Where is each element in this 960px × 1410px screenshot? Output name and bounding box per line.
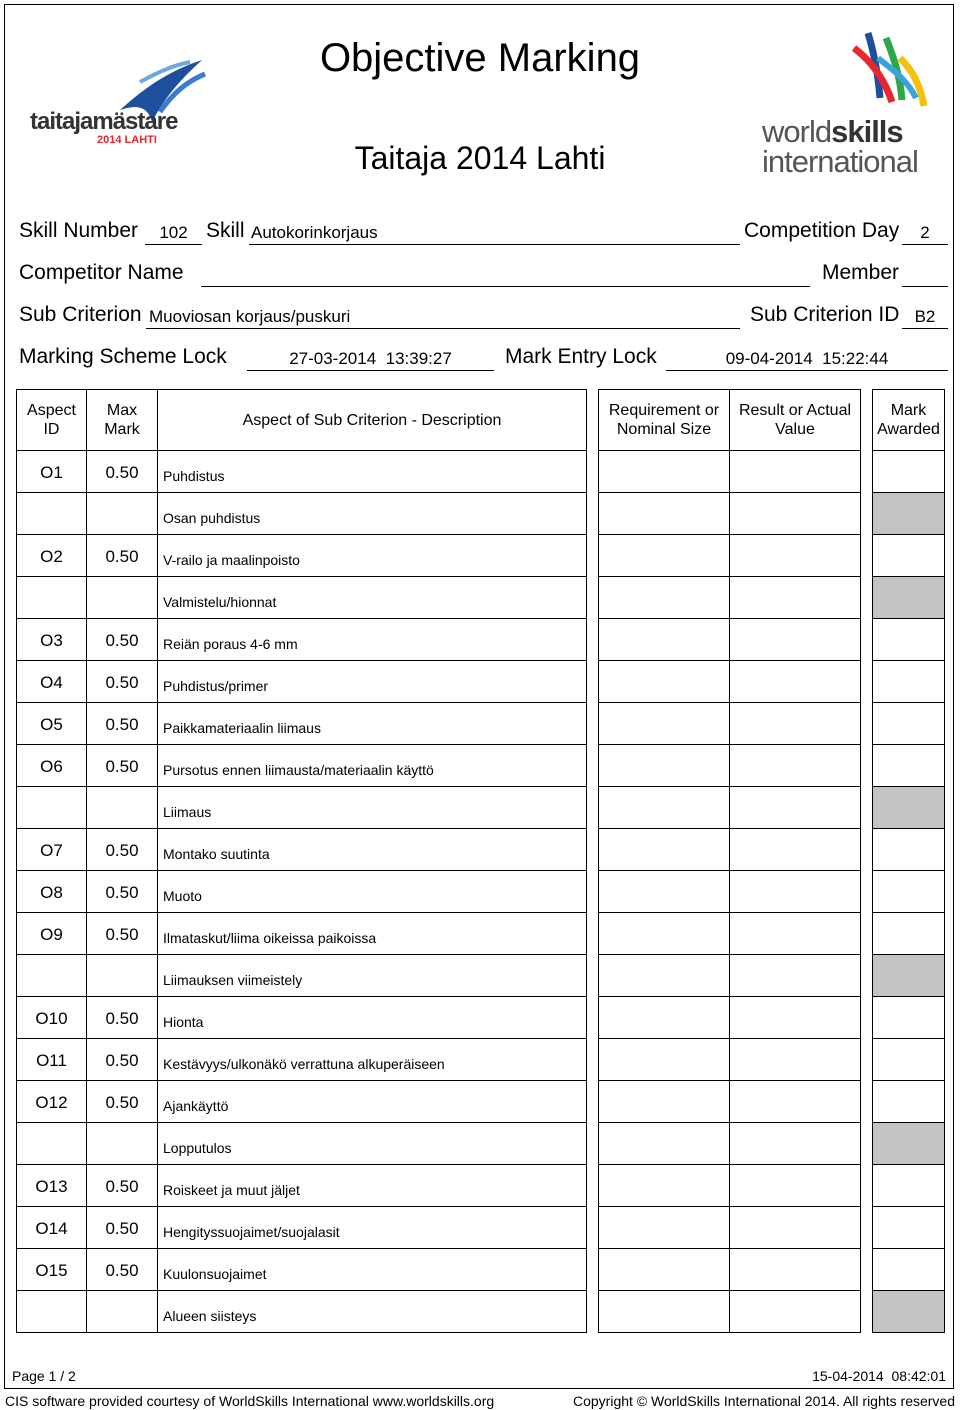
aspect-id-cell xyxy=(16,1206,87,1249)
max-mark-cell xyxy=(86,1164,158,1207)
aspect-description: Kuulonsuojaimet xyxy=(163,1266,267,1282)
description-cell xyxy=(157,450,587,493)
requirement-cell[interactable] xyxy=(598,828,730,871)
requirement-cell[interactable] xyxy=(598,954,730,997)
mark-entry-lock-label: Mark Entry Lock xyxy=(505,345,657,368)
result-cell[interactable] xyxy=(729,744,861,787)
mark-awarded-cell[interactable] xyxy=(872,660,945,703)
mark-awarded-cell-disabled xyxy=(872,492,945,535)
competition-day-label: Competition Day xyxy=(744,219,900,242)
page-title: Objective Marking xyxy=(319,36,641,80)
result-cell[interactable] xyxy=(729,618,861,661)
description-cell xyxy=(157,576,587,619)
mark-entry-lock-underline xyxy=(666,370,948,371)
description-cell xyxy=(157,702,587,745)
page-subtitle: Taitaja 2014 Lahti xyxy=(354,140,606,176)
aspect-description: Alueen siisteys xyxy=(163,1308,257,1324)
aspect-id-cell xyxy=(16,618,87,661)
result-cell[interactable] xyxy=(729,1290,861,1333)
max-mark: 0.50 xyxy=(105,925,139,944)
aspect-description: Reiän poraus 4-6 mm xyxy=(163,636,298,652)
max-mark-cell xyxy=(86,786,158,829)
aspect-description: Osan puhdistus xyxy=(163,510,261,526)
mark-awarded-cell[interactable] xyxy=(872,702,945,745)
requirement-cell[interactable] xyxy=(598,786,730,829)
result-cell[interactable] xyxy=(729,660,861,703)
aspect-description: Muoto xyxy=(163,888,202,904)
aspect-id-cell xyxy=(16,870,87,913)
aspect-id-cell xyxy=(16,1080,87,1123)
aspect-id: O7 xyxy=(40,841,63,860)
max-mark-cell xyxy=(86,618,158,661)
max-mark-cell xyxy=(86,576,158,619)
skill-value: Autokorinkorjaus xyxy=(251,223,378,242)
max-mark-cell xyxy=(86,1206,158,1249)
description-cell xyxy=(157,534,587,577)
max-mark: 0.50 xyxy=(105,1219,139,1238)
requirement-cell[interactable] xyxy=(598,1122,730,1165)
requirement-cell[interactable] xyxy=(598,996,730,1039)
aspect-id-cell xyxy=(16,828,87,871)
header-aspect-id: Aspect ID xyxy=(16,389,87,451)
result-cell[interactable] xyxy=(729,1080,861,1123)
header-requirement: Requirement or Nominal Size xyxy=(598,389,730,451)
aspect-id-cell xyxy=(16,954,87,997)
requirement-cell[interactable] xyxy=(598,702,730,745)
description-cell xyxy=(157,1122,587,1165)
result-cell[interactable] xyxy=(729,492,861,535)
description-cell xyxy=(157,660,587,703)
requirement-cell[interactable] xyxy=(598,1206,730,1249)
requirement-cell[interactable] xyxy=(598,744,730,787)
description-cell xyxy=(157,1080,587,1123)
sub-criterion-id-label: Sub Criterion ID xyxy=(750,303,900,326)
requirement-cell[interactable] xyxy=(598,912,730,955)
header-description: Aspect of Sub Criterion - Description xyxy=(157,389,587,451)
max-mark-cell xyxy=(86,996,158,1039)
mark-awarded-cell[interactable] xyxy=(872,828,945,871)
requirement-cell[interactable] xyxy=(598,1038,730,1081)
aspect-description: Pursotus ennen liimausta/materiaalin käyttö xyxy=(163,762,434,778)
requirement-cell[interactable] xyxy=(598,1164,730,1207)
max-mark-cell xyxy=(86,954,158,997)
aspect-description: Puhdistus/primer xyxy=(163,678,269,694)
header-max-mark: Max Mark xyxy=(86,389,158,451)
header-result: Result or Actual Value xyxy=(729,389,861,451)
mark-awarded-cell[interactable] xyxy=(872,534,945,577)
mark-awarded-cell[interactable] xyxy=(872,618,945,661)
result-cell[interactable] xyxy=(729,1164,861,1207)
aspect-id: O1 xyxy=(40,463,63,482)
result-cell[interactable] xyxy=(729,702,861,745)
taitaja-logo-text: taitajamästare xyxy=(30,108,178,135)
description-cell xyxy=(157,1038,587,1081)
aspect-id-cell xyxy=(16,1290,87,1333)
aspect-id-cell xyxy=(16,660,87,703)
aspect-id: O12 xyxy=(35,1093,68,1112)
max-mark-cell xyxy=(86,1248,158,1291)
print-timestamp: 15-04-2014 08:42:01 xyxy=(812,1368,946,1384)
worldskills-logo-line2: international xyxy=(762,144,918,179)
taitaja-logo-sub: 2014 LAHTI xyxy=(97,134,157,146)
description-cell xyxy=(157,618,587,661)
aspect-description: Liimaus xyxy=(163,804,212,820)
marking-scheme-lock-value: 27-03-2014 13:39:27 xyxy=(289,349,452,368)
requirement-cell[interactable] xyxy=(598,660,730,703)
aspect-id-cell xyxy=(16,912,87,955)
skill-underline xyxy=(249,244,740,245)
requirement-cell[interactable] xyxy=(598,1080,730,1123)
description-cell xyxy=(157,786,587,829)
sub-criterion-underline xyxy=(146,328,740,329)
result-cell[interactable] xyxy=(729,1122,861,1165)
max-mark-cell xyxy=(86,450,158,493)
aspect-description: Roiskeet ja muut jäljet xyxy=(163,1182,300,1198)
max-mark: 0.50 xyxy=(105,463,139,482)
skill-number-underline xyxy=(145,244,202,245)
description-cell xyxy=(157,1206,587,1249)
competitor-name-underline xyxy=(201,286,810,287)
mark-awarded-cell[interactable] xyxy=(872,912,945,955)
aspect-id-cell xyxy=(16,996,87,1039)
max-mark-cell xyxy=(86,1290,158,1333)
aspect-id: O15 xyxy=(35,1261,68,1280)
result-cell[interactable] xyxy=(729,534,861,577)
requirement-cell[interactable] xyxy=(598,618,730,661)
max-mark-cell xyxy=(86,1038,158,1081)
marking-scheme-lock-label: Marking Scheme Lock xyxy=(19,345,227,368)
max-mark: 0.50 xyxy=(105,715,139,734)
aspect-description: Kestävyys/ulkonäkö verrattuna alkuperäiseen xyxy=(163,1056,445,1072)
mark-awarded-cell-disabled xyxy=(872,576,945,619)
max-mark-cell xyxy=(86,870,158,913)
result-cell[interactable] xyxy=(729,576,861,619)
skill-number-value: 102 xyxy=(159,223,188,242)
max-mark: 0.50 xyxy=(105,1093,139,1112)
aspect-description: Lopputulos xyxy=(163,1140,232,1156)
max-mark: 0.50 xyxy=(105,1177,139,1196)
max-mark-cell xyxy=(86,1080,158,1123)
result-cell[interactable] xyxy=(729,1038,861,1081)
requirement-cell[interactable] xyxy=(598,1248,730,1291)
description-cell xyxy=(157,870,587,913)
max-mark: 0.50 xyxy=(105,631,139,650)
description-cell xyxy=(157,912,587,955)
aspect-id: O13 xyxy=(35,1177,68,1196)
aspect-id: O4 xyxy=(40,673,63,692)
aspect-id-cell xyxy=(16,786,87,829)
requirement-cell[interactable] xyxy=(598,492,730,535)
description-cell xyxy=(157,1248,587,1291)
sub-criterion-id-underline xyxy=(902,328,948,329)
aspect-description: Valmistelu/hionnat xyxy=(163,594,277,610)
max-mark-cell xyxy=(86,534,158,577)
description-cell xyxy=(157,492,587,535)
mark-awarded-cell-disabled xyxy=(872,1290,945,1333)
description-cell xyxy=(157,744,587,787)
aspect-id-cell xyxy=(16,534,87,577)
description-cell xyxy=(157,828,587,871)
max-mark: 0.50 xyxy=(105,883,139,902)
mark-entry-lock-value: 09-04-2014 15:22:44 xyxy=(725,349,889,368)
competitor-name-label: Competitor Name xyxy=(19,261,184,284)
max-mark-cell xyxy=(86,744,158,787)
aspect-description: Puhdistus xyxy=(163,468,225,484)
result-cell[interactable] xyxy=(729,870,861,913)
mark-awarded-cell[interactable] xyxy=(872,1248,945,1291)
requirement-cell[interactable] xyxy=(598,1290,730,1333)
sub-criterion-id-value: B2 xyxy=(914,307,936,326)
aspect-id: O14 xyxy=(35,1219,68,1238)
max-mark-cell xyxy=(86,702,158,745)
description-cell xyxy=(157,996,587,1039)
result-cell[interactable] xyxy=(729,450,861,493)
result-cell[interactable] xyxy=(729,996,861,1039)
mark-awarded-cell[interactable] xyxy=(872,450,945,493)
aspect-description: Ilmataskut/liima oikeissa paikoissa xyxy=(163,930,377,946)
header-mark-awarded: Mark Awarded xyxy=(872,389,945,451)
max-mark: 0.50 xyxy=(105,1261,139,1280)
description-cell xyxy=(157,1164,587,1207)
sub-criterion-value: Muoviosan korjaus/puskuri xyxy=(149,307,351,326)
footer-copyright: Copyright © WorldSkills International 2014. All rights reserved xyxy=(572,1393,955,1409)
result-cell[interactable] xyxy=(729,1206,861,1249)
aspect-id: O9 xyxy=(40,925,63,944)
competition-day-value: 2 xyxy=(920,223,930,242)
aspect-description: Montako suutinta xyxy=(163,846,270,862)
max-mark: 0.50 xyxy=(105,757,139,776)
mark-awarded-cell[interactable] xyxy=(872,1038,945,1081)
result-cell[interactable] xyxy=(729,786,861,829)
aspect-description: Paikkamateriaalin liimaus xyxy=(163,720,321,736)
aspect-id-cell xyxy=(16,1248,87,1291)
aspect-id: O8 xyxy=(40,883,63,902)
requirement-cell[interactable] xyxy=(598,534,730,577)
aspect-description: Hengityssuojaimet/suojalasit xyxy=(163,1224,340,1240)
max-mark-cell xyxy=(86,492,158,535)
aspect-id: O3 xyxy=(40,631,63,650)
aspect-id-cell xyxy=(16,744,87,787)
footer-credit: CIS software provided courtesy of WorldSkills International www.worldskills.org xyxy=(5,1393,495,1409)
aspect-description: Hionta xyxy=(163,1014,204,1030)
description-cell xyxy=(157,1290,587,1333)
mark-awarded-cell-disabled xyxy=(872,786,945,829)
mark-awarded-cell[interactable] xyxy=(872,996,945,1039)
aspect-description: Liimauksen viimeistely xyxy=(163,972,303,988)
max-mark-cell xyxy=(86,828,158,871)
aspect-id-cell xyxy=(16,576,87,619)
max-mark-cell xyxy=(86,660,158,703)
aspect-id: O10 xyxy=(35,1009,68,1028)
member-underline xyxy=(902,286,948,287)
page-number: Page 1 / 2 xyxy=(12,1368,76,1384)
result-cell[interactable] xyxy=(729,954,861,997)
aspect-id-cell xyxy=(16,492,87,535)
worldskills-logo-line1: worldskills xyxy=(762,114,903,149)
mark-awarded-cell-disabled xyxy=(872,1122,945,1165)
result-cell[interactable] xyxy=(729,912,861,955)
aspect-id-cell xyxy=(16,1164,87,1207)
aspect-id: O6 xyxy=(40,757,63,776)
max-mark: 0.50 xyxy=(105,547,139,566)
skill-number-label: Skill Number xyxy=(19,219,139,242)
mark-awarded-cell[interactable] xyxy=(872,1206,945,1249)
sub-criterion-label: Sub Criterion xyxy=(19,303,142,326)
requirement-cell[interactable] xyxy=(598,450,730,493)
aspect-id: O2 xyxy=(40,547,63,566)
max-mark: 0.50 xyxy=(105,1051,139,1070)
member-label: Member xyxy=(822,261,900,284)
max-mark: 0.50 xyxy=(105,1009,139,1028)
max-mark: 0.50 xyxy=(105,841,139,860)
result-cell[interactable] xyxy=(729,828,861,871)
mark-awarded-cell[interactable] xyxy=(872,870,945,913)
aspect-id-cell xyxy=(16,1122,87,1165)
description-cell xyxy=(157,954,587,997)
max-mark-cell xyxy=(86,1122,158,1165)
mark-awarded-cell[interactable] xyxy=(872,1080,945,1123)
aspect-id-cell xyxy=(16,1038,87,1081)
max-mark: 0.50 xyxy=(105,673,139,692)
requirement-cell[interactable] xyxy=(598,576,730,619)
aspect-description: Ajankäyttö xyxy=(163,1098,229,1114)
skill-label: Skill xyxy=(206,219,245,242)
mark-awarded-cell-disabled xyxy=(872,954,945,997)
marking-scheme-lock-underline xyxy=(247,370,494,371)
aspect-id-cell xyxy=(16,450,87,493)
competition-day-underline xyxy=(902,244,948,245)
mark-awarded-cell[interactable] xyxy=(872,1164,945,1207)
aspect-id-cell xyxy=(16,702,87,745)
max-mark-cell xyxy=(86,912,158,955)
aspect-id: O5 xyxy=(40,715,63,734)
aspect-description: V-railo ja maalinpoisto xyxy=(163,552,300,568)
requirement-cell[interactable] xyxy=(598,870,730,913)
mark-awarded-cell[interactable] xyxy=(872,744,945,787)
aspect-id: O11 xyxy=(36,1051,67,1070)
result-cell[interactable] xyxy=(729,1248,861,1291)
